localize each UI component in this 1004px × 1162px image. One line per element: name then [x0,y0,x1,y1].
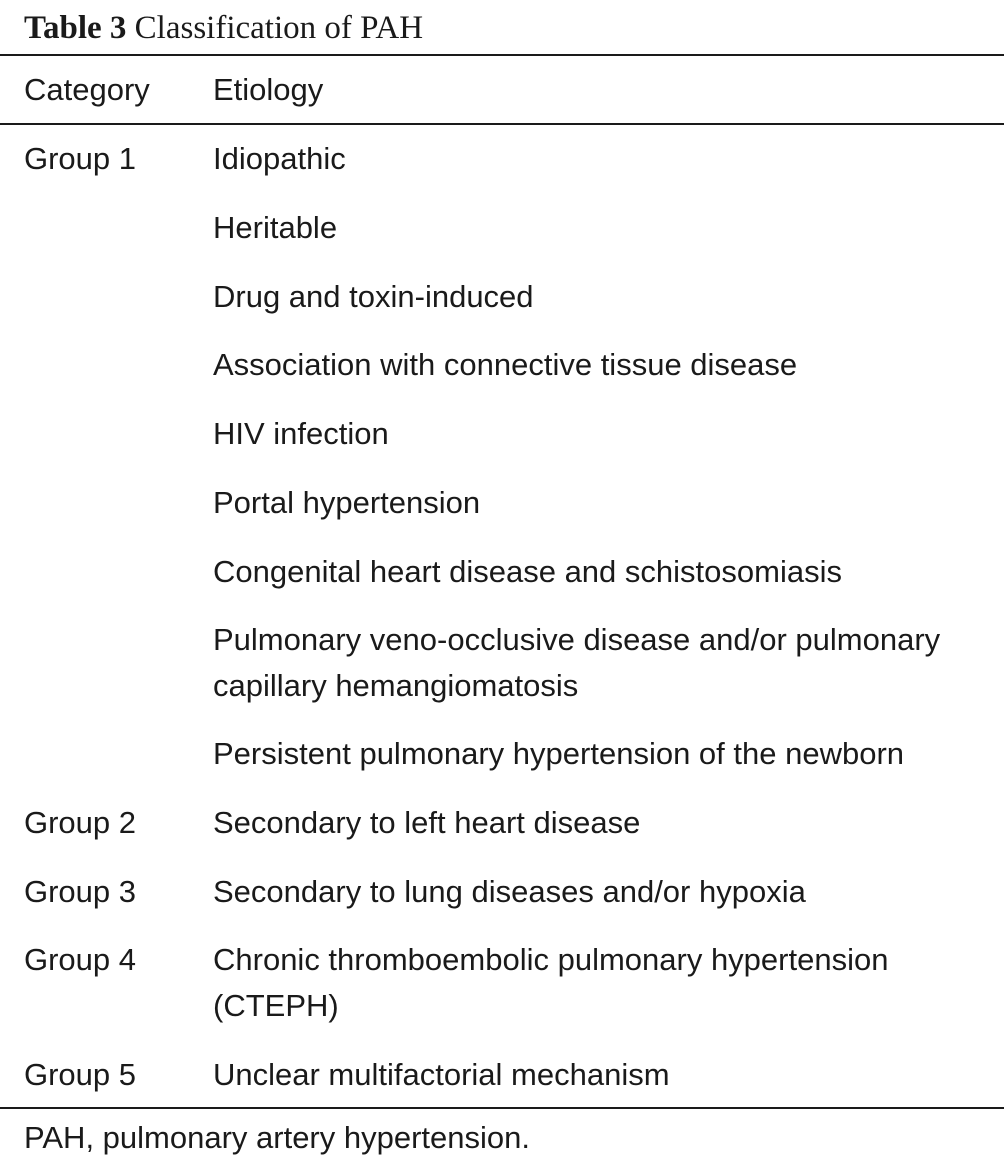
table-footnote: PAH, pulmonary artery hypertension. [24,1120,530,1155]
etiology-cell: Heritable [213,210,338,245]
table-body [0,136,1004,1112]
etiology-cell: Drug and toxin-induced [213,279,534,314]
etiology-cell: Association with connective tissue disease [213,347,798,382]
etiology-cell: Chronic thromboembolic pulmonary hypertension (CTEPH) [213,942,889,1023]
header-etiology: Etiology [213,72,324,107]
category-cell: Group 2 [24,805,137,840]
table-row [0,800,1004,869]
table-caption [24,8,423,48]
bottom-rule [0,1107,1004,1109]
category-cell: Group 3 [24,874,137,909]
etiology-cell: Persistent pulmonary hypertension of the newborn [213,736,905,771]
table-title: Classification of PAH [134,10,424,46]
table-header-row [0,70,1004,110]
etiology-cell: Portal hypertension [213,485,481,520]
etiology-cell: HIV infection [213,416,389,451]
table-row [0,136,1004,205]
etiology-cell: Secondary to left heart disease [213,805,641,840]
table-row [0,937,1004,1052]
table-row [0,1052,1004,1112]
category-cell: Group 1 [24,141,137,176]
etiology-cell: Pulmonary veno-occlusive disease and/or pulmonary capillary hemangiomatosis [213,622,941,703]
table-row [0,274,1004,342]
etiology-cell: Secondary to lung diseases and/or hypoxia [213,874,806,909]
table-row [0,205,1004,274]
category-cell: Group 4 [24,942,137,977]
top-rule [0,54,1004,56]
table-row [0,549,1004,617]
etiology-cell: Idiopathic [213,141,346,176]
table-row [0,342,1004,411]
table-row [0,411,1004,480]
table-row [0,617,1004,731]
header-rule [0,123,1004,125]
category-cell: Group 5 [24,1057,137,1092]
table-row [0,869,1004,937]
header-category: Category [24,72,150,107]
etiology-cell: Congenital heart disease and schistosomiasis [213,554,842,589]
table-row [0,480,1004,549]
etiology-cell: Unclear multifactorial mechanism [213,1057,670,1092]
table-label: Table 3 [24,10,127,46]
table-row [0,731,1004,800]
